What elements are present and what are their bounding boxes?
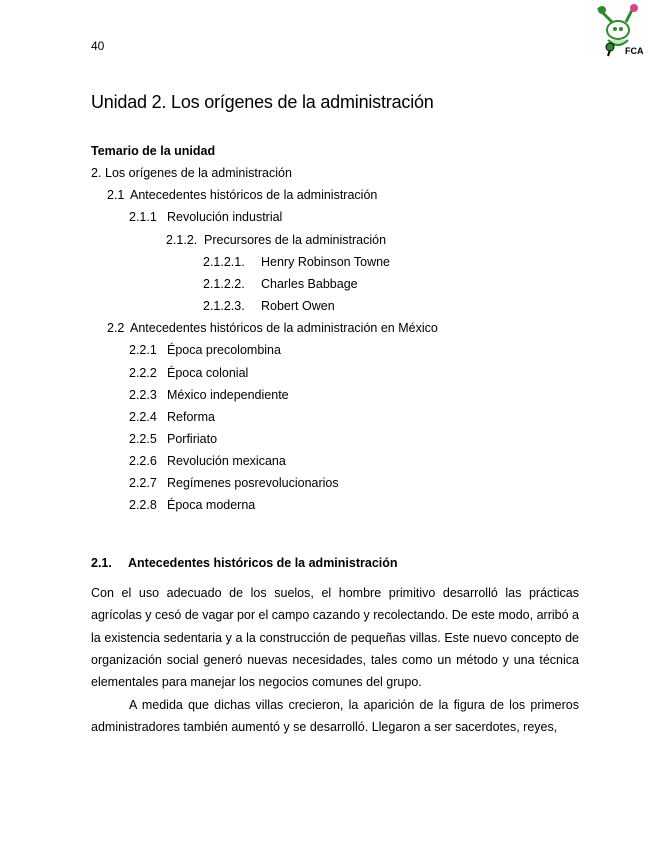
unit-title: Unidad 2. Los orígenes de la administración bbox=[91, 92, 434, 112]
toc-item: 2.2.3 México independiente bbox=[129, 388, 289, 402]
page-number: 40 bbox=[91, 39, 105, 53]
toc-item: 2.2.7 Regímenes posrevolucionarios bbox=[129, 476, 339, 490]
toc-item: 2.1.1 Revolución industrial bbox=[129, 210, 283, 224]
toc-item: 2.2.1 Época precolombina bbox=[129, 343, 281, 357]
toc-item: 2.1 Antecedentes históricos de la administración bbox=[107, 188, 378, 202]
section-number: 2.1. bbox=[91, 556, 112, 570]
toc-item: 2.1.2.3. Robert Owen bbox=[203, 299, 335, 313]
section-heading bbox=[91, 556, 398, 570]
fca-logo bbox=[590, 0, 650, 60]
toc-item: 2.2.8 Época moderna bbox=[129, 498, 256, 512]
toc-heading: Temario de la unidad bbox=[91, 144, 216, 158]
toc-item: 2.1.2.2. Charles Babbage bbox=[203, 277, 358, 291]
toc-item: 2.1.2.1. Henry Robinson Towne bbox=[203, 255, 391, 269]
toc-item: 2.2.2 Época colonial bbox=[129, 366, 249, 380]
section-title: Antecedentes históricos de la administración bbox=[128, 556, 398, 570]
toc-item: 2.2.4 Reforma bbox=[129, 410, 215, 424]
toc-item: 2.2.6 Revolución mexicana bbox=[129, 454, 286, 468]
toc-item: 2.2 Antecedentes históricos de la administración en México bbox=[107, 321, 438, 335]
toc-item: 2. Los orígenes de la administración bbox=[91, 166, 292, 180]
body-paragraph: A medida que dichas villas crecieron, la aparición de la figura de los primeros administradores también aumentó y se desarrolló. Llegaron a ser sacerdotes, reyes, bbox=[91, 698, 579, 735]
body-paragraph: Con el uso adecuado de los suelos, el hombre primitivo desarrolló las prácticas agrícolas y cesó de vagar por el campo cazando y recolectando. De este modo, arribó a la existencia sedentaria y a la construcción de pequeñas villas. Este nuevo concepto de organización social generó nuevas necesidades, tales como un método y una técnica elementales para manejar los negocios comunes del grupo. bbox=[91, 586, 579, 690]
logo-text: FCA bbox=[625, 46, 644, 56]
toc-item: 2.1.2. Precursores de la administración bbox=[166, 233, 387, 247]
toc-item: 2.2.5 Porfiriato bbox=[129, 432, 218, 446]
